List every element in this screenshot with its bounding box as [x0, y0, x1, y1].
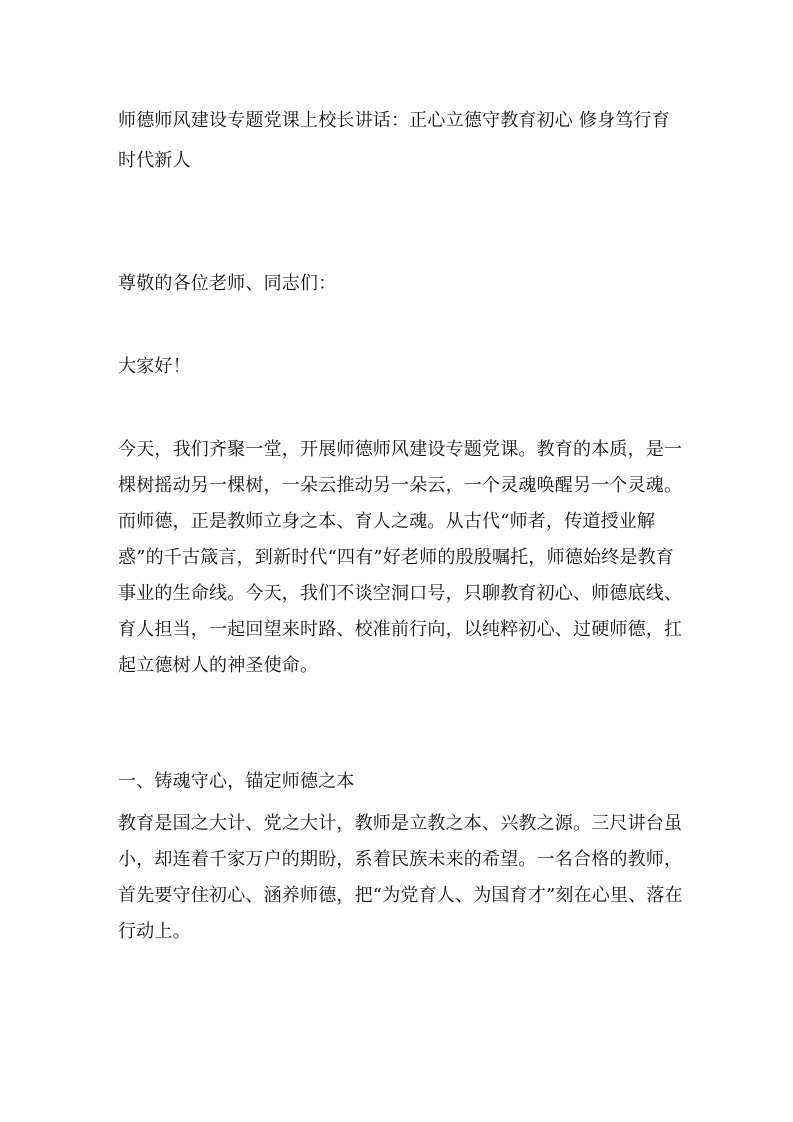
section-paragraph: 教育是国之大计、党之大计，教师是立教之本、兴教之源。三尺讲台虽小，却连着千家万户的期盼，系着民族未来的希望。一名合格的教师，首先要守住初心、涵养师德，把“为党育人、为国育才”刻在心里、落在行动上。 [118, 813, 683, 942]
greeting: 大家好！ [118, 356, 191, 377]
section-heading: 一、铸魂守心，锚定师德之本 [118, 771, 355, 792]
intro-paragraph: 今天，我们齐聚一堂，开展师德师风建设专题党课。教育的本质，是一棵树摇动另一棵树，一朵云推动另一朵云，一个灵魂唤醒另一个灵魂。而师德，正是教师立身之本、育人之魂。从古代“师者，传道授业解惑”的千古箴言，到新时代“四有”好老师的殷殷嘱托，师德始终是教育事业的生命线。今天，我们不谈空洞口号，只聊教育初心、师德底线、育人担当，一起回望来时路、校准前行向，以纯粹初心、过硬师德，扛起立德树人的神圣使命。 [118, 439, 683, 676]
document-title: 师德师风建设专题党课上校长讲话：正心立德守教育初心 修身笃行育时代新人 [118, 110, 670, 171]
salutation: 尊敬的各位老师、同志们： [118, 273, 337, 294]
